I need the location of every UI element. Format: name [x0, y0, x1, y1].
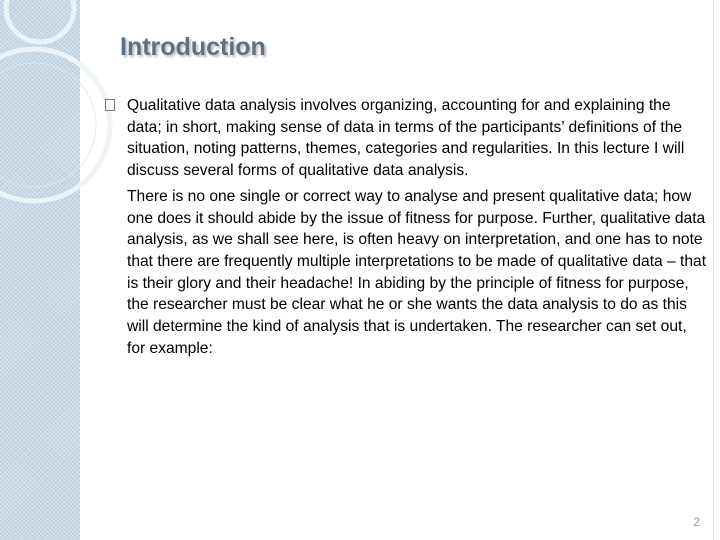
paragraph-2: There is no one single or correct way to analyse and present qualitative data; how one does it should abide by the issue of fitness for purpose. Further, qualitative data analysis, as we shall see here, is often heavy on interpretation, and one has to note that there are frequently multiple interpretations to be made of qualitative data – that is their glory and their headache! In abiding by the principle of fitness for purpose, the researcher must be clear what he or she wants the data analysis to do as this will determine the kind of analysis that is undertaken. The researcher can set out, for example: [127, 187, 707, 357]
missing-glyph-box-icon [105, 99, 115, 111]
decorative-ring-inner [0, 63, 96, 187]
decorative-ring-small [6, 0, 74, 42]
paragraph-1: Qualitative data analysis involves organizing, accounting for and explaining the data; in short, making sense of data in terms of the participants’ definitions of the situation, noting patterns, themes, categories and regularities. In this lecture I will discuss several forms of qualitative data analysis. [127, 97, 685, 180]
slide-body [127, 95, 707, 359]
right-edge-rule [713, 0, 714, 540]
slide-title: Introduction [120, 33, 266, 61]
page-number: 2 [693, 515, 700, 529]
decorative-ring-large [0, 49, 110, 201]
